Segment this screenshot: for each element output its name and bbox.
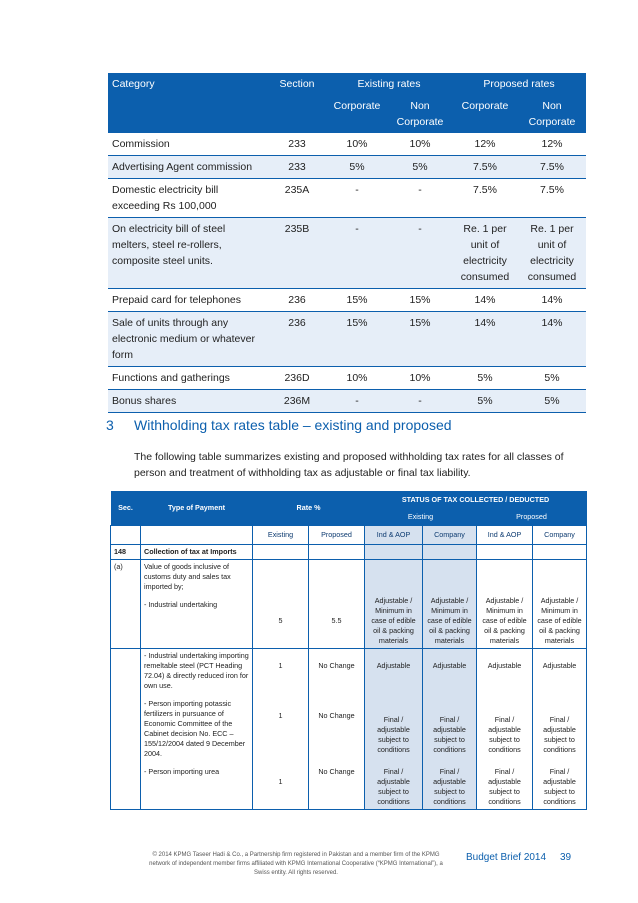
header-status: STATUS OF TAX COLLECTED / DEDUCTED (365, 491, 587, 509)
table-row (111, 761, 587, 810)
header-pr-ind-aop: Ind & AOP (477, 526, 533, 545)
bullet: - (144, 600, 147, 609)
header-pr-corporate: Corporate (452, 95, 518, 133)
cell-sec: 148 (111, 545, 141, 560)
cell-pr-comp: Final / adjustable subject to conditions (533, 761, 587, 810)
cell-category: Prepaid card for telephones (112, 294, 241, 306)
cell-ex-corp: 5% (349, 161, 365, 173)
cell-ex-comp: Adjustable / Minimum in case of edible oil & packing materials (423, 594, 477, 649)
cell-pr-ind: Adjustable (477, 649, 533, 694)
cell-category: On electricity bill of steel melters, steel re-rollers, composite steel units. (112, 223, 226, 267)
cell-pr-corp: 7.5% (473, 161, 497, 173)
sub-row (111, 560, 587, 595)
table-row (108, 289, 586, 312)
section-title: Withholding tax rates table – existing and proposed (134, 417, 452, 433)
cell-ex-ind: Final / adjustable subject to conditions (365, 761, 423, 810)
table-row (108, 390, 586, 413)
cell-type (141, 761, 253, 810)
cell-category: Sale of units through any electronic medium or whatever form (112, 317, 255, 361)
copyright-note: © 2014 KPMG Taseer Hadi & Co., a Partnership firm registered in Pakistan and a member firm of the KPMG network of independent member firms affiliated with KPMG International Cooperative (“KPMG International”), a Swiss entity. All rights reserved. (149, 852, 443, 876)
cell-ex-comp: Adjustable (423, 649, 477, 694)
cell-pr-non: 12% (541, 138, 563, 150)
table-row (111, 693, 587, 761)
cell-proposed: No Change (309, 649, 365, 694)
header-status-proposed: Proposed (477, 509, 587, 526)
cell-existing: 5 (253, 594, 309, 649)
cell-section: 233 (288, 161, 306, 173)
section-number: 3 (106, 417, 114, 433)
cell-pr-corp: 12% (474, 138, 496, 150)
cell-type (141, 594, 253, 649)
cell-pr-non: 7.5% (540, 184, 564, 196)
cell-pr-corp: 5% (477, 395, 493, 407)
header-rate-existing: Existing (253, 526, 309, 545)
cell-ex-comp: Final / adjustable subject to conditions (423, 693, 477, 761)
header-ex-corporate: Corporate (326, 95, 388, 133)
cell-pr-ind: Adjustable / Minimum in case of edible oil & packing materials (477, 594, 533, 649)
header-blank (111, 526, 141, 545)
footer-brief-title: Budget Brief 2014 (466, 852, 547, 863)
cell-sub-text: Value of goods inclusive of customs duty and sales tax imported by; (141, 560, 253, 595)
cell-ex-non: - (418, 395, 422, 407)
cell-ex-corp: 15% (346, 317, 368, 329)
header-blank (108, 95, 268, 133)
cell-ex-non: 10% (409, 138, 431, 150)
withholding-table (110, 491, 587, 810)
cell-pr-corp: Re. 1 per unit of electricity consumed (460, 223, 510, 283)
cell-pr-non: 7.5% (540, 161, 564, 173)
cell-ex-non: 10% (409, 372, 431, 384)
cell-ex-corp: 10% (346, 372, 368, 384)
cell-type-text: Industrial undertaking (148, 600, 218, 609)
cell-ex-non: - (418, 223, 422, 235)
cell-pr-ind: Final / adjustable subject to conditions (477, 761, 533, 810)
cell-pr-corp: 5% (477, 372, 493, 384)
cell-sub-sec: (a) (111, 560, 141, 595)
rates-table (108, 73, 586, 413)
cell-category: Functions and gatherings (112, 372, 230, 384)
cell-proposed: No Change (309, 693, 365, 761)
table-row (108, 367, 586, 390)
cell-type (141, 649, 253, 694)
cell-section: 235B (284, 223, 310, 235)
cell-pr-non: 5% (544, 372, 560, 384)
cell-section-title: Collection of tax at Imports (141, 545, 253, 560)
cell-section: 235A (284, 184, 310, 196)
cell-existing: 1 (253, 649, 309, 694)
cell-section: 236D (284, 372, 310, 384)
table-row (108, 133, 586, 156)
header-pr-non-corporate: Non Corporate (518, 95, 586, 133)
cell-pr-ind: Final / adjustable subject to conditions (477, 693, 533, 761)
cell-ex-ind: Adjustable (365, 649, 423, 694)
header-ex-non-corporate: Non Corporate (388, 95, 452, 133)
header-blank (268, 95, 326, 133)
table-row (108, 312, 586, 367)
cell-pr-corp: 14% (474, 294, 496, 306)
section-row (111, 545, 587, 560)
cell-pr-corp: 14% (474, 317, 496, 329)
cell-category: Commission (112, 138, 170, 150)
cell-existing: 1 (253, 761, 309, 810)
header-type: Type of Payment (141, 491, 253, 526)
cell-ex-non: - (418, 184, 422, 196)
header-sec: Sec. (111, 491, 141, 526)
cell-existing: 1 (253, 693, 309, 761)
table-row (108, 218, 586, 289)
cell-section: 236M (283, 395, 311, 407)
cell-ex-ind: Adjustable / Minimum in case of edible oil & packing materials (365, 594, 423, 649)
cell-type-text: Person importing potassic fertilizers in pursuance of Economic Committee of the Cabinet decision No. ECC – 155/12/2004 dated 9 December 2004. (144, 699, 246, 758)
header-ex-ind-aop: Ind & AOP (365, 526, 423, 545)
cell-pr-non: 14% (541, 294, 563, 306)
cell-section: 236 (288, 317, 306, 329)
cell-category: Bonus shares (112, 395, 177, 407)
header-existing-rates: Existing rates (326, 73, 452, 95)
cell-pr-non: 14% (541, 317, 563, 329)
cell-pr-comp: Adjustable / Minimum in case of edible oil & packing materials (533, 594, 587, 649)
header-rate: Rate % (253, 491, 365, 526)
cell-pr-non: Re. 1 per unit of electricity consumed (527, 223, 577, 283)
bullet: - (144, 699, 147, 708)
cell-pr-corp: 7.5% (473, 184, 497, 196)
cell-type (141, 693, 253, 761)
section-intro: The following table summarizes existing and proposed withholding tax rates for all classes of person and treatment of withholding tax as adjustable or final tax liability. (134, 451, 564, 479)
cell-proposed: 5.5 (309, 594, 365, 649)
bullet: - (144, 651, 147, 660)
table-row (111, 594, 587, 649)
header-pr-company: Company (533, 526, 587, 545)
cell-ex-non: 5% (412, 161, 428, 173)
header-ex-company: Company (423, 526, 477, 545)
cell-ex-corp: 15% (346, 294, 368, 306)
header-rate-proposed: Proposed (309, 526, 365, 545)
cell-proposed: No Change (309, 761, 365, 810)
cell-section: 233 (288, 138, 306, 150)
bullet: - (144, 767, 147, 776)
cell-ex-ind: Final / adjustable subject to conditions (365, 693, 423, 761)
header-status-existing: Existing (365, 509, 477, 526)
cell-pr-comp: Final / adjustable subject to conditions (533, 693, 587, 761)
header-proposed-rates: Proposed rates (452, 73, 586, 95)
cell-ex-comp: Final / adjustable subject to conditions (423, 761, 477, 810)
cell-section: 236 (288, 294, 306, 306)
cell-ex-non: 15% (409, 317, 431, 329)
cell-pr-comp: Adjustable (533, 649, 587, 694)
header-section: Section (268, 73, 326, 95)
cell-ex-corp: - (355, 223, 359, 235)
header-category: Category (108, 73, 268, 95)
table-row (108, 179, 586, 218)
cell-ex-corp: - (355, 395, 359, 407)
cell-ex-corp: - (355, 184, 359, 196)
table-row (111, 649, 587, 694)
table-row (108, 156, 586, 179)
cell-pr-non: 5% (544, 395, 560, 407)
cell-category: Domestic electricity bill exceeding Rs 100,000 (112, 184, 219, 212)
cell-ex-non: 15% (409, 294, 431, 306)
cell-type-text: Person importing urea (148, 767, 220, 776)
header-blank (141, 526, 253, 545)
page-number: 39 (560, 852, 572, 863)
cell-ex-corp: 10% (346, 138, 368, 150)
cell-type-text: Industrial undertaking importing remeltable steel (PCT Heading 72.04) & directly reduced iron for own use. (144, 651, 249, 690)
cell-category: Advertising Agent commission (112, 161, 253, 173)
